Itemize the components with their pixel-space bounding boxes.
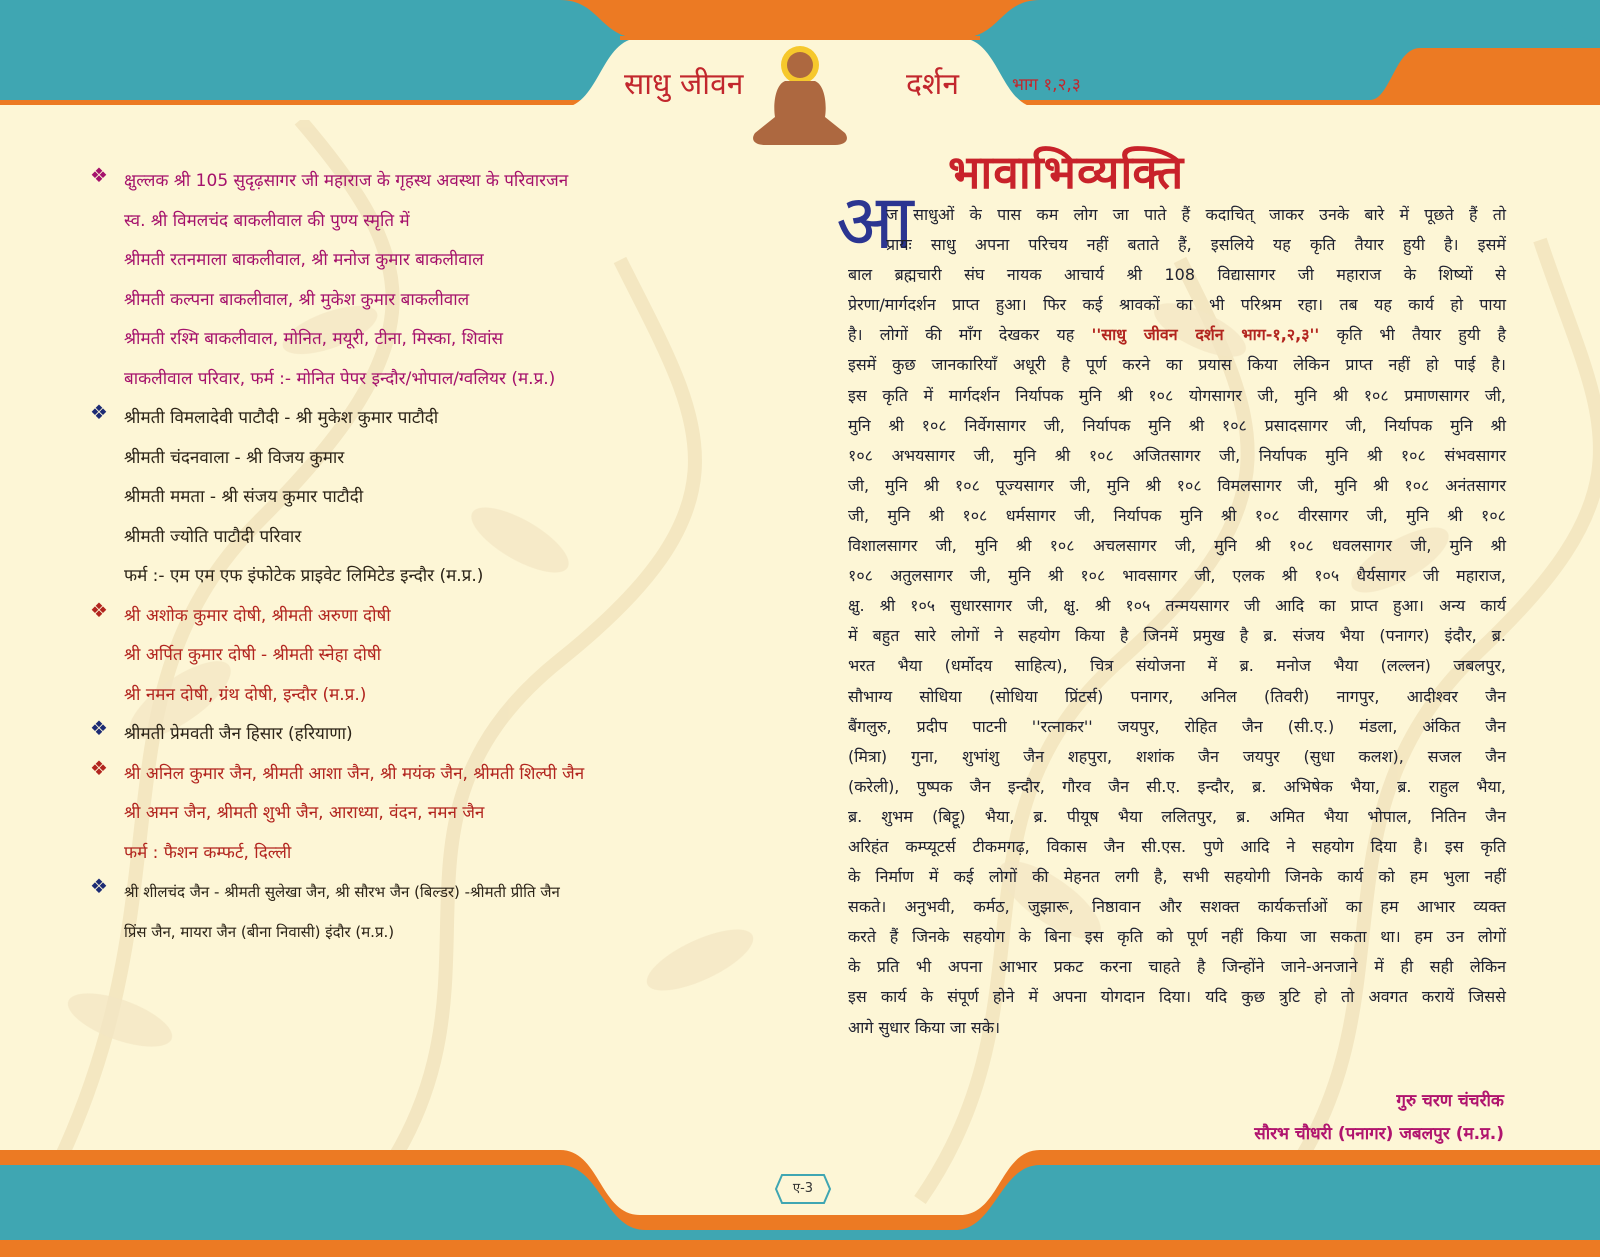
paragraph-line: (मित्रा) गुना, शुभांशु जैन शहपुरा, शशांक जैन जयपुर (सुधा कलश), सजल जैन: [848, 746, 1506, 766]
paragraph-line: प्रेरणा/मार्गदर्शन प्राप्त हुआ। फिर कई श्रावकों का भी परिश्रम रहा। तब यह कार्य हो पाया: [848, 295, 1506, 315]
line-text: है। लोगों की माँग देखकर यह: [848, 325, 1075, 345]
paragraph-line: जी, मुनि श्री १०८ धर्मसागर जी, निर्यापक मुनि श्री १०८ वीरसागर जी, मुनि श्री १०८: [848, 505, 1506, 525]
bullet-ornament-icon: ❖: [90, 874, 108, 898]
donor-line: श्रीमती विमलादेवी पाटौदी - श्री मुकेश कुमार पाटौदी: [124, 408, 439, 428]
paragraph-line: (करेली), पुष्पक जैन इन्दौर, गौरव जैन सी.ए. इन्दौर, ब्र. अभिषेक भैया, ब्र. राहुल भैया,: [848, 776, 1506, 796]
donor-entry: [90, 597, 730, 716]
paragraph-line: इस कार्य के संपूर्ण होने में अपना योगदान दिया। यदि कुछ त्रुटि हो तो अवगत करायें जिससे: [848, 987, 1506, 1007]
donor-line: श्री नमन दोषी, ग्रंथ दोषी, इन्दौर (म.प्र.): [124, 684, 367, 705]
page-number: ए-3: [792, 1181, 814, 1196]
paragraph-line: मुनि श्री १०८ निर्वेगसागर जी, निर्यापक मुनि श्री १०८ प्रसादसागर जी, निर्यापक मुनि श्री: [848, 415, 1506, 435]
paragraph-line: इसमें कुछ जानकारियाँ अधूरी है पूर्ण करने का प्रयास किया लेकिन प्राप्त नहीं हो पाई है।: [848, 355, 1506, 375]
paragraph-line: इस कृति में मार्गदर्शन निर्यापक मुनि श्री १०८ योगसागर जी, मुनि श्री १०८ प्रमाणसागर जी,: [848, 385, 1506, 405]
signature-name: सौरभ चौधरी (पनागर) जबलपुर (म.प्र.): [1254, 1124, 1504, 1144]
donor-line: स्व. श्री विमलचंद बाकलीवाल की पुण्य स्मृति में: [124, 210, 410, 231]
donor-entry: [90, 755, 730, 874]
title-left: साधु जीवन: [624, 67, 744, 102]
body-paragraph: [848, 200, 1506, 1043]
donor-entry: [90, 162, 730, 399]
signature-block: [848, 1085, 1504, 1151]
paragraph-line: बैंगलुरु, प्रदीप पाटनी ''रत्नाकर'' जयपुर, रोहित जैन (सी.ए.) मंडला, अंकित जैन: [848, 716, 1506, 736]
title-right: दर्शन: [906, 67, 959, 102]
donor-line: श्री अर्पित कुमार दोषी - श्रीमती स्नेहा दोषी: [124, 645, 382, 665]
paragraph-line: ज साधुओं के पास कम लोग जा पाते हैं कदाचित् जाकर उनके बारे में पूछते हैं तो: [886, 205, 1506, 224]
signature-line: गुरु चरण चंचरीक: [1396, 1091, 1504, 1111]
bullet-ornament-icon: ❖: [90, 716, 108, 740]
meditating-figure-icon: [745, 45, 855, 150]
section-heading: भावाभिव्यक्ति: [948, 145, 1185, 199]
donor-line: श्री अमन जैन, श्रीमती शुभी जैन, आराध्या, वंदन, नमन जैन: [124, 803, 485, 823]
donor-line: श्रीमती ममता - श्री संजय कुमार पाटौदी: [124, 487, 364, 507]
paragraph-line: आगे सुधार किया जा सके।: [848, 1017, 1001, 1037]
donor-line: श्रीमती रतनमाला बाकलीवाल, श्री मनोज कुमार बाकलीवाल: [124, 250, 484, 270]
donor-entry: [90, 399, 730, 597]
book-title-highlight: ''साधु जीवन दर्शन भाग-१,२,३'': [1091, 325, 1320, 345]
donor-line: श्री अनिल कुमार जैन, श्रीमती आशा जैन, श्री मयंक जैन, श्रीमती शिल्पी जैन: [124, 763, 585, 784]
donor-line: बाकलीवाल परिवार, फर्म :- मोनित पेपर इन्दौर/भोपाल/ग्वलियर (म.प्र.): [124, 368, 556, 389]
paragraph-line: विशालसागर जी, मुनि श्री १०८ अचलसागर जी, मुनि श्री १०८ धवलसागर जी, मुनि श्री: [848, 536, 1506, 556]
donor-line: श्रीमती चंदनवाला - श्री विजय कुमार: [124, 447, 345, 468]
paragraph-line: क्षु. श्री १०५ सुधारसागर जी, क्षु. श्री १०५ तन्मयसागर जी आदि का प्राप्त हुआ। अन्य कार्य: [848, 596, 1506, 616]
paragraph-line: [848, 320, 1506, 350]
donor-line: श्रीमती ज्योति पाटौदी परिवार: [124, 526, 302, 547]
bullet-ornament-icon: ❖: [90, 597, 108, 622]
donor-line: श्रीमती रश्मि बाकलीवाल, मोनित, मयूरी, टीना, मिस्का, शिवांस: [124, 329, 504, 349]
paragraph-line: के निर्माण में कई लोगों की मेहनत लगी है, सभी सहयोगी जिनके कार्य को हम भुला नहीं: [848, 867, 1506, 887]
paragraph-line: करते हैं जिनके सहयोग के बिना इस कृति को पूर्ण नहीं किया जा सकता था। हम उन लोगों: [848, 927, 1506, 947]
paragraph-line: जी, मुनि श्री १०८ पूज्यसागर जी, मुनि श्री १०८ विमलसागर जी, मुनि श्री १०८ अनंतसागर: [848, 475, 1506, 495]
donor-line: श्रीमती प्रेमवती जैन हिसार (हरियाणा): [124, 724, 353, 744]
title-part: भाग १,२,३: [1012, 75, 1081, 95]
donor-line: श्रीमती कल्पना बाकलीवाल, श्री मुकेश कुमार बाकलीवाल: [124, 289, 470, 310]
donor-entry: [90, 715, 730, 755]
donor-list: [90, 162, 730, 952]
paragraph-line: १०८ अतुलसागर जी, मुनि श्री १०८ भावसागर जी, एलक श्री १०५ धैर्यसागर जी महाराज,: [848, 566, 1506, 586]
donor-line: फर्म :- एम एम एफ इंफोटेक प्राइवेट लिमिटेड इन्दौर (म.प्र.): [124, 566, 484, 586]
bullet-ornament-icon: ❖: [90, 400, 108, 424]
line-text: कृति भी तैयार हुयी है: [1336, 325, 1507, 345]
donor-line: प्रिंस जैन, मायरा जैन (बीना निवासी) इंदौर (म.प्र.): [124, 922, 395, 941]
drop-cap: आ: [836, 177, 914, 266]
paragraph-line: के प्रति भी अपना आभार प्रकट करना चाहते है जिन्होंने जाने-अनजाने में ही सही लेकिन: [848, 957, 1506, 977]
paragraph-line: भरत भैया (धर्मोदय साहित्य), चित्र संयोजना में ब्र. मनोज भैया (लल्लन) जबलपुर,: [848, 656, 1506, 676]
paragraph-line: ब्र. शुभम (बिट्टू) भैया, ब्र. पीयूष भैया ललितपुर, ब्र. अमित भैया भोपाल, नितिन जैन: [848, 806, 1506, 826]
paragraph-line: में बहुत सारे लोगों ने सहयोग किया है जिनमें प्रमुख है ब्र. संजय भैया (पनागर) इंदौर, ब्र.: [848, 626, 1506, 646]
paragraph-line: बाल ब्रह्मचारी संघ नायक आचार्य श्री 108 विद्यासागर जी महाराज के शिष्यों से: [848, 265, 1506, 285]
paragraph-line: सौभाग्य सोधिया (सोधिया प्रिंटर्स) पनागर, अनिल (तिवरी) नागपुर, आदीश्वर जैन: [848, 686, 1506, 706]
donor-line: श्री अशोक कुमार दोषी, श्रीमती अरुणा दोषी: [124, 605, 391, 626]
donor-line: श्री शीलचंद जैन - श्रीमती सुलेखा जैन, श्री सौरभ जैन (बिल्डर) -श्रीमती प्रीति जैन: [124, 883, 560, 901]
donor-entry: [90, 873, 730, 952]
donor-line: क्षुल्लक श्री 105 सुदृढ़सागर जी महाराज के गृहस्थ अवस्था के परिवारजन: [124, 171, 569, 191]
bullet-ornament-icon: ❖: [90, 755, 108, 780]
bullet-ornament-icon: ❖: [90, 163, 108, 187]
paragraph-line: सकते। अनुभवी, कर्मठ, जुझारू, निष्ठावान और सशक्त कार्यकर्त्ताओं का हम आभार व्यक्त: [848, 897, 1506, 917]
donor-line: फर्म : फैशन कम्फर्ट, दिल्ली: [124, 842, 292, 863]
paragraph-line: १०८ अभयसागर जी, मुनि श्री १०८ अजितसागर जी, निर्यापक मुनि श्री १०८ संभवसागर: [848, 445, 1506, 465]
paragraph-line: प्रायः साधु अपना परिचय नहीं बताते हैं, इसलिये यह कृति तैयार हुयी है। इसमें: [886, 235, 1506, 255]
paragraph-line: अरिहंत कम्प्यूटर्स टीकमगढ़, विकास जैन सी.एस. पुणे आदि ने सहयोग दिया है। इस कृति: [848, 836, 1506, 856]
